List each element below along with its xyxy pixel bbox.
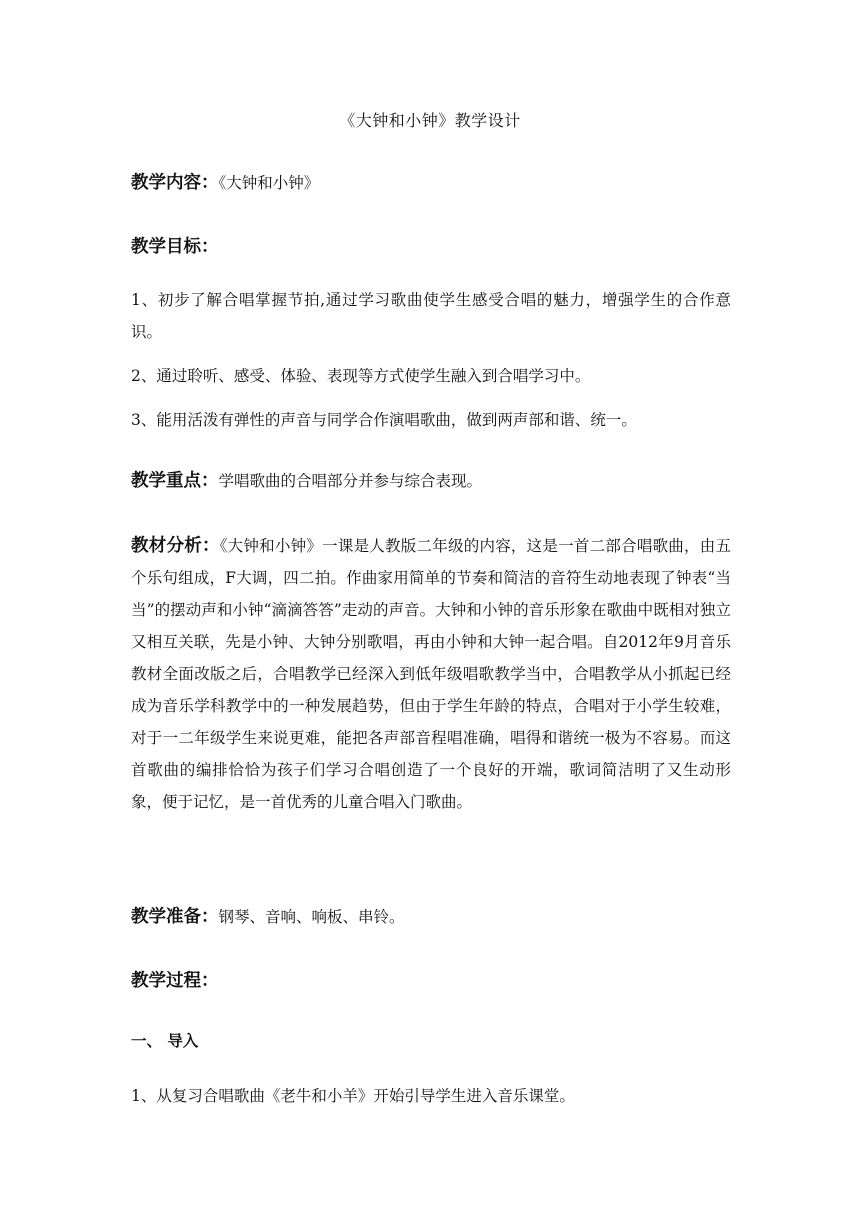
teaching-key-line [131,470,731,492]
teaching-prep-label: 教学准备： [131,907,219,927]
teaching-key-label: 教学重点： [131,471,219,491]
material-analysis-paragraph [131,530,731,818]
teaching-goals-label: 教学目标： [131,237,219,257]
teaching-content-label: 教学内容： [131,173,219,193]
teaching-prep-line [131,906,731,928]
material-analysis-label: 教材分析： [131,536,220,556]
teaching-process-heading [131,970,731,992]
section-intro-heading [131,1030,731,1052]
goal-item-2: 2、通过聆听、感受、体验、表现等方式使学生融入到合唱学习中。 [131,367,591,385]
teaching-prep-value: 钢琴、音响、响板、串铃。 [218,908,405,926]
teaching-key-value: 学唱歌曲的合唱部分并参与综合表现。 [218,472,483,490]
material-analysis-text: 《大钟和小钟》一课是人教版二年级的内容，这是一首二部合唱歌曲，由五个乐句组成，F大调，四二拍。作曲家用简单的节奏和简洁的音符生动地表现了钟表“当当”的摆动声和小钟“滴滴答答”走动的声音。大钟和小钟的音乐形象在歌曲中既相对独立又相互关联，先是小钟、大钟分别歌唱，再由小钟和大钟一起合唱。自2012年9月音乐教材全面改版之后，合唱教学已经深入到低年级唱歌教学当中，合唱教学从小抓起已经成为音乐学科教学中的一种发展趋势，但由于学生年龄的特点，合唱对于小学生较难，对于一二年级学生来说更难，能把各声部音程唱准确，唱得和谐统一极为不容易。而这首歌曲的编排恰恰为孩子们学习合唱创造了一个良好的开端，歌词简洁明了又生动形象，便于记忆，是一首优秀的儿童合唱入门歌曲。 [131,537,731,811]
teaching-content-line [131,172,731,194]
document-title: 《大钟和小钟》教学设计 [339,111,521,130]
goal-item-1: 1、初步了解合唱掌握节拍,通过学习歌曲使学生感受合唱的魅力，增强学生的合作意识。 [131,291,731,341]
process-step-1: 1、从复习合唱歌曲《老牛和小羊》开始引导学生进入音乐课堂。 [131,1087,575,1105]
goal-item-3: 3、能用活泼有弹性的声音与同学合作演唱歌曲，做到两声部和谐、统一。 [131,411,637,429]
teaching-goals-heading [131,236,731,258]
teaching-process-label: 教学过程： [131,971,219,991]
section-intro-label: 一、 导入 [131,1032,199,1050]
teaching-content-value: 《大钟和小钟》 [218,174,320,192]
